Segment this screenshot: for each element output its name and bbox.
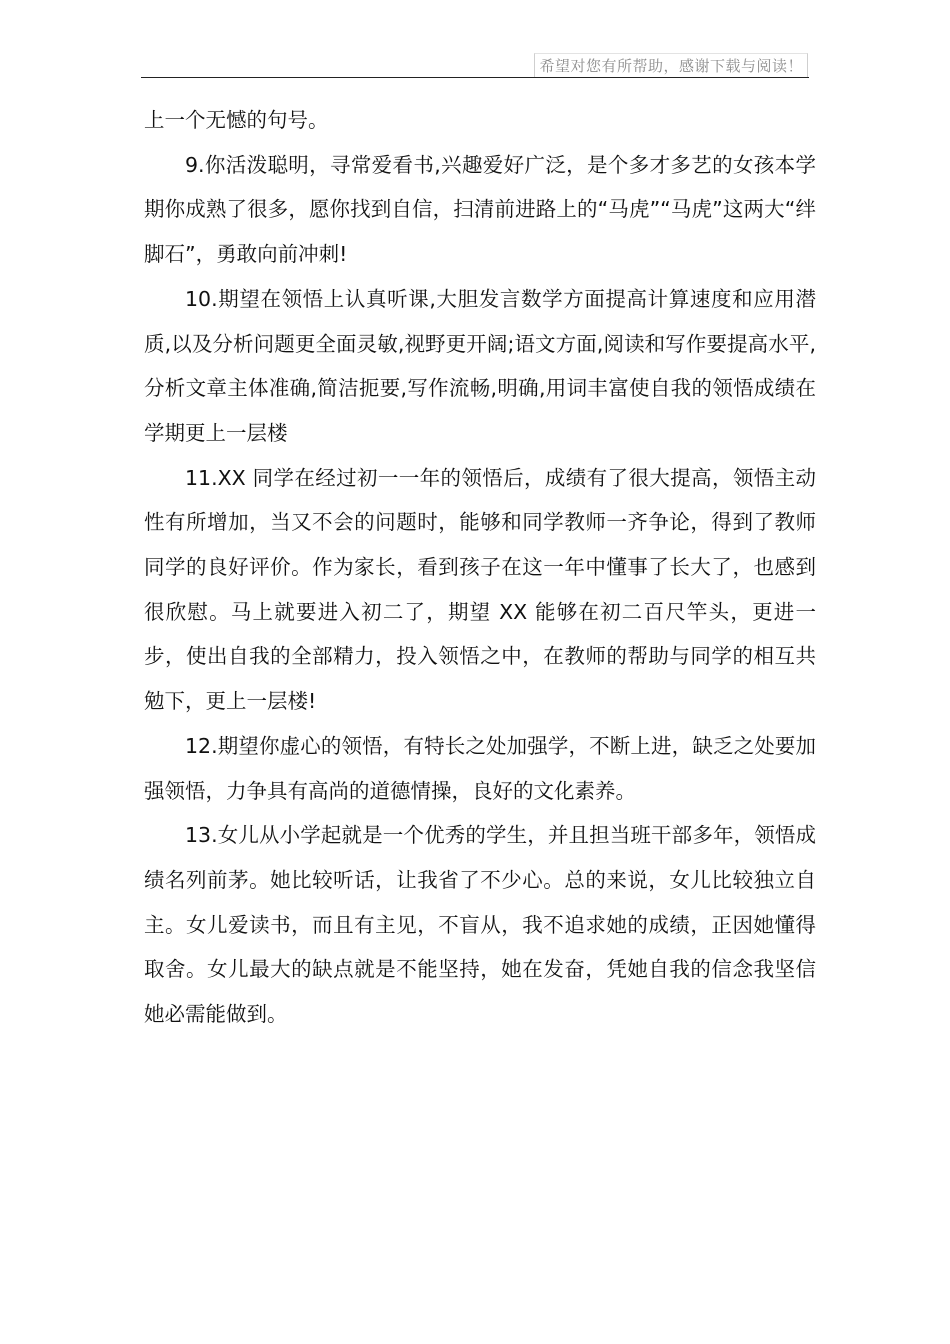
header-rule <box>141 77 809 78</box>
paragraph-item-13: 13.女儿从小学起就是一个优秀的学生，并且担当班干部多年，领悟成绩名列前茅。她比较听话，让我省了不少心。总的来说，女儿比较独立自主。女儿爱读书，而且有主见，不盲从，我不追求她的成绩，正因她懂得取舍。女儿最大的缺点就是不能坚持，她在发奋，凭她自我的信念我坚信她必需能做到。 <box>144 823 816 1027</box>
paragraph-continuation: 上一个无憾的句号。 <box>144 108 329 132</box>
document-body <box>144 98 816 1037</box>
paragraph-item-10: 10.期望在领悟上认真听课,大胆发言数学方面提高计算速度和应用潜质,以及分析问题更全面灵敏,视野更开阔;语文方面,阅读和写作要提高水平,分析文章主体准确,简洁扼要,写作流畅,明确,用词丰富使自我的领悟成绩在学期更上一层楼 <box>144 286 816 445</box>
header-note: 希望对您有所帮助，感谢下载与阅读！ <box>534 53 808 78</box>
paragraph-item-11: 11.XX 同学在经过初一一年的领悟后，成绩有了很大提高，领悟主动性有所增加，当又不会的问题时，能够和同学教师一齐争论，得到了教师同学的良好评价。作为家长，看到孩子在这一年中懂事了长大了，也感到很欣慰。马上就要进入初二了，期望 XX 能够在初二百尺竿头，更进一步，使出自我的全部精力，投入领悟之中，在教师的帮助与同学的相互共勉下，更上一层楼! <box>144 465 816 714</box>
paragraph-item-9: 9.你活泼聪明，寻常爱看书,兴趣爱好广泛，是个多才多艺的女孩本学期你成熟了很多，愿你找到自信，扫清前进路上的“马虎”“马虎”这两大“绊脚石”，勇敢向前冲刺! <box>144 152 816 267</box>
paragraph-item-12: 12.期望你虚心的领悟，有特长之处加强学，不断上进，缺乏之处要加强领悟，力争具有高尚的道德情操，良好的文化素养。 <box>144 733 816 803</box>
